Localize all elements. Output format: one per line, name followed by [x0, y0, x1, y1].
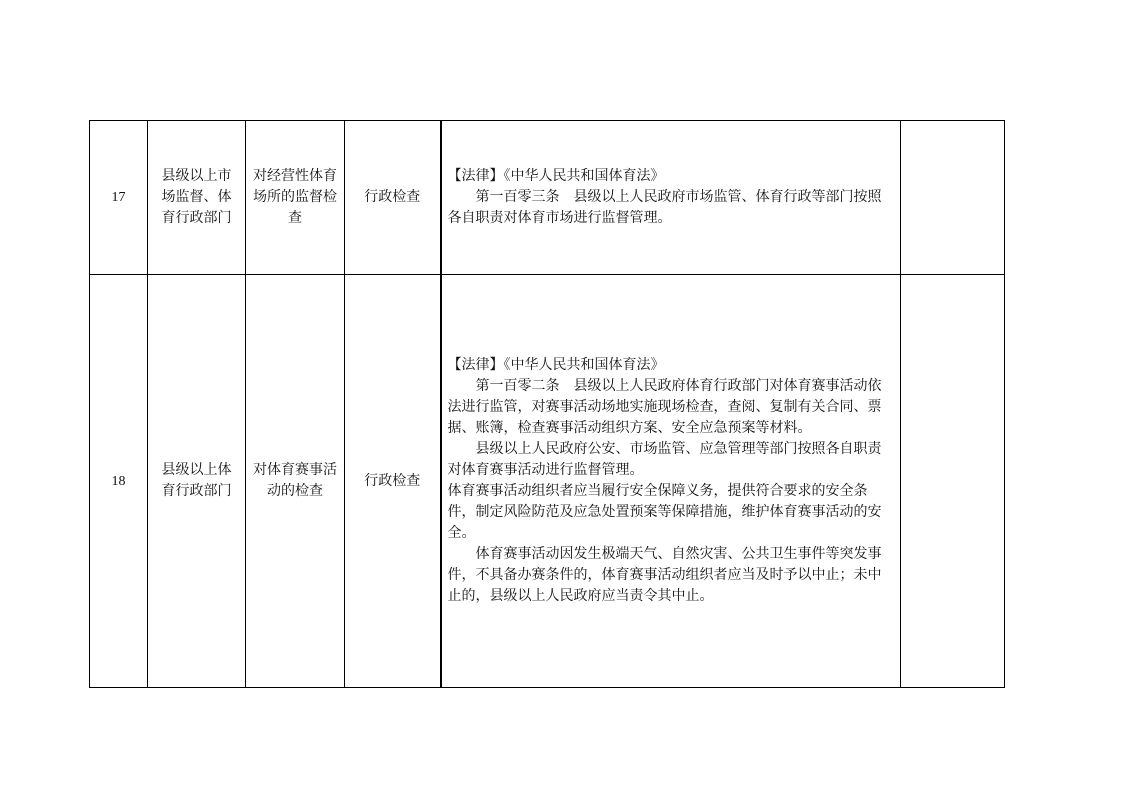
legal-basis [441, 275, 901, 688]
enforcement-subject: 县级以上市场监督、体育行政部门 [148, 121, 246, 275]
law-paragraph: 县级以上人民政府公安、市场监管、应急管理等部门按照各自职责对体育赛事活动进行监督管理。 [447, 441, 882, 478]
legal-basis [441, 121, 901, 275]
row-number: 17 [90, 121, 148, 275]
table-row [90, 121, 1005, 275]
law-article: 第一百零三条 县级以上人民政府市场监管、体育行政等部门按照各自职责对体育市场进行监督管理。 [447, 189, 882, 226]
law-article: 第一百零二条 县级以上人民政府体育行政部门对体育赛事活动依法进行监管，对赛事活动场地实施现场检查，查阅、复制有关合同、票据、账簿，检查赛事活动组织方案、安全应急预案等材料。 [447, 378, 882, 436]
enforcement-category: 行政检查 [345, 275, 441, 688]
enforcement-category: 行政检查 [345, 121, 441, 275]
law-title: 【法律】《中华人民共和国体育法》 [447, 168, 665, 184]
enforcement-subject: 县级以上体育行政部门 [148, 275, 246, 688]
remark-cell [901, 275, 1005, 688]
law-title: 【法律】《中华人民共和国体育法》 [447, 357, 665, 373]
remark-cell [901, 121, 1005, 275]
enforcement-matter: 对经营性体育场所的监督检查 [246, 121, 345, 275]
table-row [90, 275, 1005, 688]
regulation-table [89, 120, 1005, 688]
row-number: 18 [90, 275, 148, 688]
law-paragraph: 体育赛事活动因发生极端天气、自然灾害、公共卫生事件等突发事件，不具备办赛条件的，体育赛事活动组织者应当及时予以中止；未中止的，县级以上人民政府应当责令其中止。 [447, 546, 882, 604]
law-paragraph: 体育赛事活动组织者应当履行安全保障义务，提供符合要求的安全条件，制定风险防范及应急处置预案等保障措施，维护体育赛事活动的安全。 [447, 483, 882, 541]
enforcement-matter: 对体育赛事活动的检查 [246, 275, 345, 688]
